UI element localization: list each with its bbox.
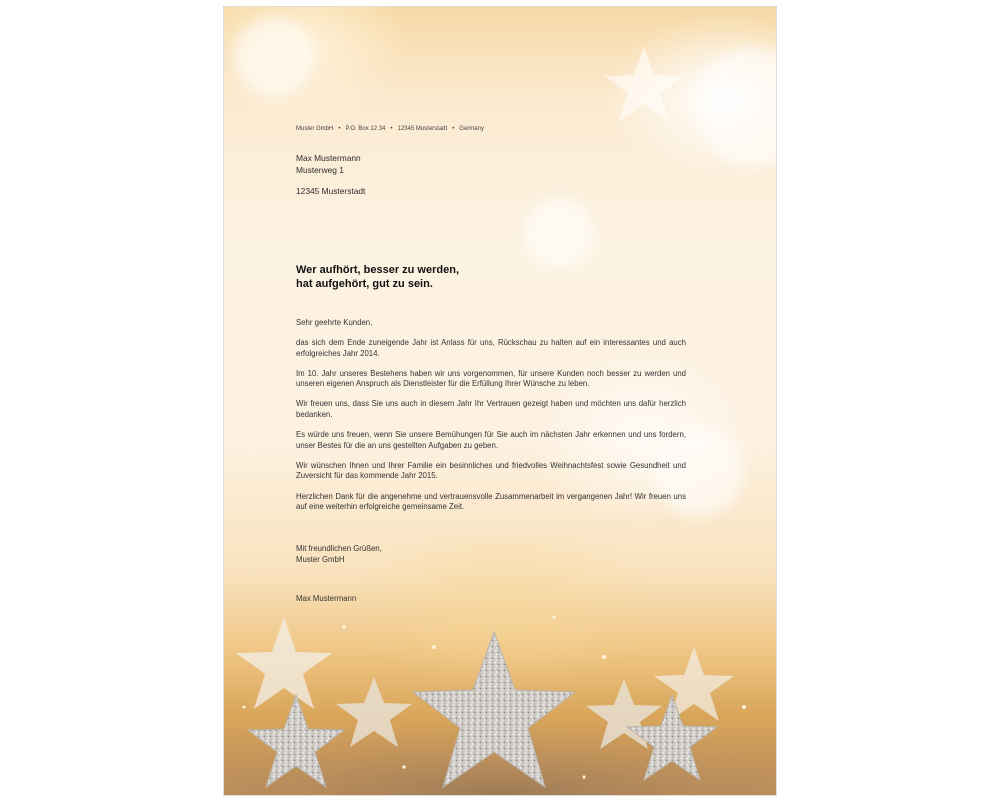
sender-company: Muster GmbH bbox=[296, 126, 334, 132]
sender-city: 12345 Musterstadt bbox=[397, 126, 448, 132]
signature-name: Max Mustermann bbox=[296, 594, 357, 603]
salutation: Sehr geehrte Kunden, bbox=[296, 318, 373, 327]
recipient-street: Musterweg 1 bbox=[296, 165, 344, 175]
motto-heading bbox=[296, 263, 459, 291]
letter-body bbox=[296, 318, 686, 522]
motto-line-2: hat aufgehört, gut zu sein. bbox=[296, 278, 433, 290]
body-paragraph: Im 10. Jahr unseres Bestehens haben wir uns vorgenommen, für unsere Kunden noch besser zu werden und unseren eigenen Anspruch als Dienstleister für die Erfüllung Ihrer Wünsche zu leben. bbox=[296, 368, 686, 389]
separator-dot: • bbox=[390, 126, 393, 132]
separator-dot: • bbox=[452, 126, 455, 132]
body-paragraph: Herzlichen Dank für die angenehme und vertrauensvolle Zusammenarbeit im vergangenen Jahr! Wir freuen uns auf eine weiterhin erfolgreiche gemeinsame Zeit. bbox=[296, 491, 686, 512]
body-paragraph: das sich dem Ende zuneigende Jahr ist Anlass für uns, Rückschau zu halten auf ein interessantes und auch erfolgreiches Jahr 2014. bbox=[296, 338, 686, 358]
letter-sheet bbox=[223, 6, 777, 796]
body-paragraph: Wir wünschen Ihnen und Ihrer Familie ein besinnliches und friedvolles Weihnachtsfest sowie Gesundheit und Zuversicht für das kommende Jahr 2015. bbox=[296, 460, 686, 481]
closing-company: Muster GmbH bbox=[296, 554, 345, 564]
recipient-name: Max Mustermann bbox=[296, 153, 361, 163]
sender-return-line bbox=[296, 126, 484, 132]
motto-line-1: Wer aufhört, besser zu werden, bbox=[296, 264, 460, 276]
body-paragraph: Wir freuen uns, dass Sie uns auch in diesem Jahr Ihr Vertrauen gezeigt haben und möchten uns dafür herzlich bedanken. bbox=[296, 399, 686, 420]
separator-dot: • bbox=[338, 126, 341, 132]
closing-block bbox=[296, 544, 382, 565]
closing-greeting: Mit freundlichen Grüßen, bbox=[296, 544, 382, 553]
recipient-city: 12345 Musterstadt bbox=[296, 186, 366, 196]
background-star bbox=[604, 47, 684, 121]
recipient-address bbox=[296, 152, 365, 197]
sender-pobox: P.O. Box 12 34 bbox=[345, 126, 386, 132]
sender-country: Germany bbox=[459, 126, 484, 132]
body-paragraph: Es würde uns freuen, wenn Sie unsere Bemühungen für Sie auch im nächsten Jahr erkennen und uns fordern, unser Bestes für die an uns gestellten Aufgaben zu geben. bbox=[296, 430, 686, 450]
